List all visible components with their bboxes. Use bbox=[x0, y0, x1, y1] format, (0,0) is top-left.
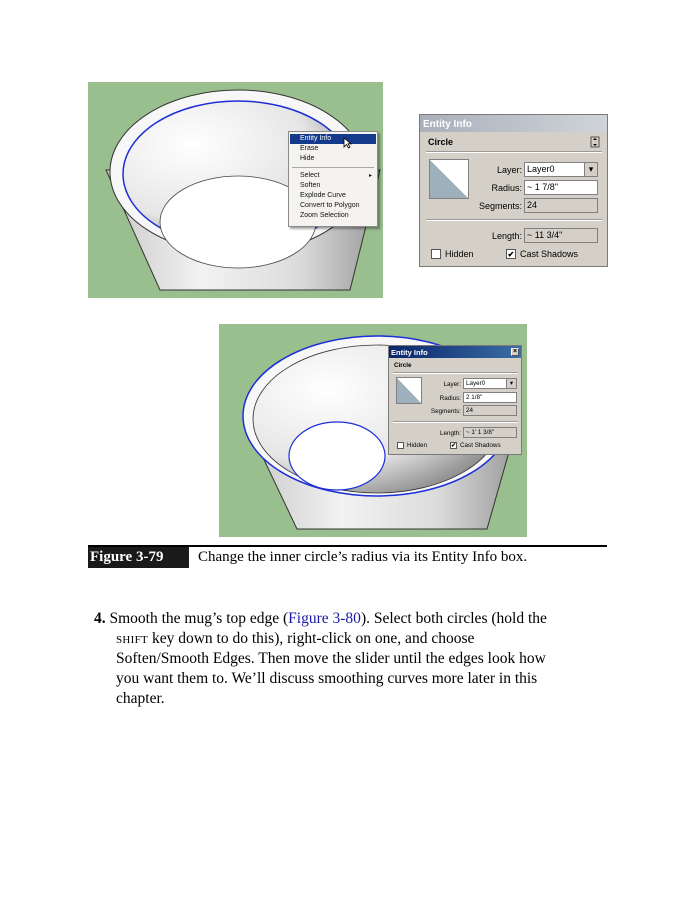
step-text: ). Select both circles (hold the bbox=[360, 610, 547, 627]
step-number: 4. bbox=[94, 610, 106, 627]
menu-item-erase[interactable]: Erase bbox=[300, 145, 319, 152]
figure-link[interactable]: Figure 3-80 bbox=[288, 610, 361, 627]
entity-info-panel-top bbox=[419, 114, 608, 267]
step-text: key down to do this), right-click on one, and choose bbox=[148, 630, 475, 647]
step-line-5: chapter. bbox=[116, 690, 165, 707]
segments-label: Segments: bbox=[430, 408, 461, 415]
step-line-2 bbox=[116, 629, 474, 650]
key-name: SHIFT bbox=[116, 634, 149, 646]
radius-label: Radius: bbox=[439, 395, 461, 402]
entity-info-titlebar[interactable] bbox=[389, 346, 521, 358]
menu-separator bbox=[292, 167, 374, 168]
cast-shadows-label: Cast Shadows bbox=[520, 249, 579, 259]
menu-item-explode-curve[interactable]: Explode Curve bbox=[300, 192, 346, 199]
entity-type-label: Circle bbox=[428, 137, 454, 147]
step-line-1 bbox=[94, 609, 547, 629]
hidden-label: Hidden bbox=[407, 442, 427, 449]
material-swatch[interactable] bbox=[396, 377, 422, 404]
mug-bottom bbox=[289, 422, 385, 490]
cast-shadows-checkbox[interactable] bbox=[450, 442, 457, 449]
step-line-4: you want them to. We’ll discuss smoothing curves more later in this bbox=[116, 670, 538, 687]
hidden-checkbox[interactable] bbox=[431, 249, 441, 259]
arrow-cursor-icon bbox=[343, 137, 352, 149]
menu-item-select-label: Select bbox=[300, 172, 320, 179]
entity-info-title: Entity Info bbox=[423, 119, 472, 130]
entity-info-title: Entity Info bbox=[391, 348, 428, 357]
segments-label: Segments: bbox=[478, 201, 522, 211]
menu-item-convert-to-polygon[interactable]: Convert to Polygon bbox=[300, 202, 360, 209]
checkmark-icon: ✔ bbox=[507, 250, 515, 259]
step-text: Smooth the mug’s top edge ( bbox=[109, 610, 289, 627]
length-label: Length: bbox=[491, 231, 522, 241]
hidden-label: Hidden bbox=[445, 249, 474, 259]
pin-icon[interactable] bbox=[590, 136, 600, 148]
layer-select[interactable] bbox=[463, 378, 517, 389]
entity-info-titlebar[interactable] bbox=[420, 115, 607, 132]
divider bbox=[426, 219, 602, 221]
chevron-down-icon[interactable]: ▾ bbox=[584, 163, 597, 176]
divider bbox=[426, 151, 602, 153]
radius-input[interactable]: 2 1/8" bbox=[463, 392, 517, 403]
menu-item-zoom-selection[interactable]: Zoom Selection bbox=[300, 212, 349, 219]
layer-value: Layer0 bbox=[527, 164, 555, 174]
radius-label: Radius: bbox=[491, 183, 522, 193]
length-label: Length: bbox=[439, 430, 461, 437]
entity-info-panel-bottom bbox=[388, 345, 522, 455]
segments-field[interactable]: 24 bbox=[463, 405, 517, 416]
context-menu bbox=[288, 131, 378, 227]
figure-label: Figure 3-79 bbox=[88, 547, 189, 568]
divider bbox=[393, 372, 518, 374]
layer-select[interactable] bbox=[524, 162, 598, 177]
radius-input[interactable]: ~ 1 7/8" bbox=[524, 180, 598, 195]
divider bbox=[393, 421, 518, 423]
menu-item-soften[interactable]: Soften bbox=[300, 182, 321, 189]
entity-type-label: Circle bbox=[394, 362, 412, 369]
cast-shadows-label: Cast Shadows bbox=[460, 442, 501, 449]
length-field[interactable]: ~ 11 3/4" bbox=[524, 228, 598, 243]
segments-field[interactable]: 24 bbox=[524, 198, 598, 213]
menu-item-select[interactable] bbox=[290, 171, 376, 181]
close-button[interactable] bbox=[511, 348, 519, 356]
layer-value: Layer0 bbox=[466, 380, 486, 387]
chevron-down-icon[interactable]: ▾ bbox=[506, 379, 516, 388]
menu-item-entity-info[interactable]: Entity Info bbox=[290, 134, 376, 144]
layer-label: Layer: bbox=[496, 165, 522, 175]
menu-item-hide[interactable]: Hide bbox=[300, 155, 315, 162]
length-field[interactable]: ~ 1' 1 3/8" bbox=[463, 427, 517, 438]
layer-label: Layer: bbox=[443, 381, 461, 388]
close-icon: × bbox=[512, 348, 518, 355]
material-swatch[interactable] bbox=[429, 159, 469, 199]
figure-caption: Change the inner circle’s radius via its Entity Info box. bbox=[198, 549, 528, 565]
checkmark-icon: ✔ bbox=[451, 443, 457, 449]
hidden-checkbox[interactable] bbox=[397, 442, 404, 449]
step-line-3: Soften/Smooth Edges. Then move the slider until the edges look how bbox=[116, 650, 546, 667]
cast-shadows-checkbox[interactable] bbox=[506, 249, 516, 259]
submenu-arrow-icon: ▸ bbox=[368, 173, 372, 179]
